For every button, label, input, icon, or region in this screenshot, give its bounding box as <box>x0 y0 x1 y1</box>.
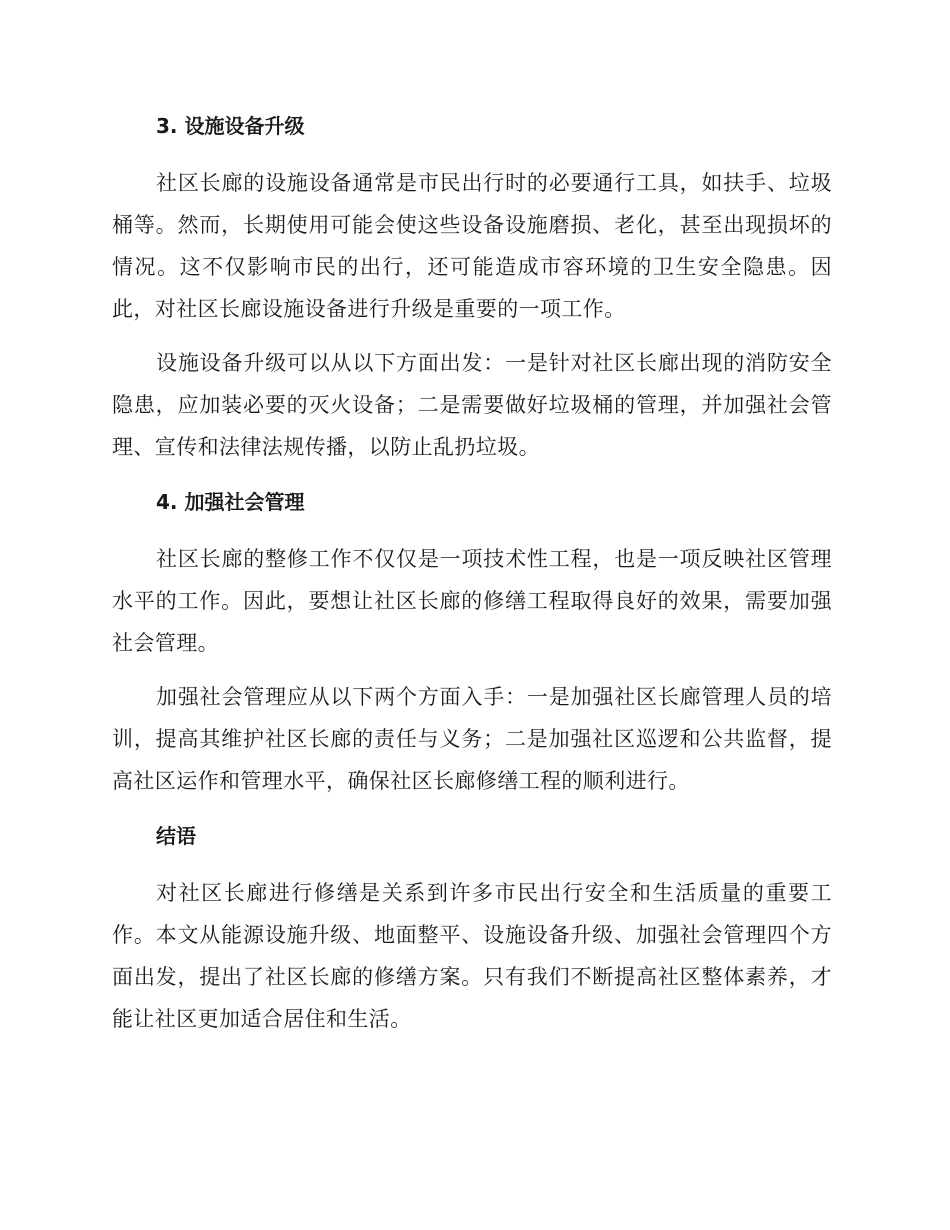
paragraph-facility-intro: 社区长廊的设施设备通常是市民出行时的必要通行工具，如扶手、垃圾桶等。然而，长期使用可能会使这些设备设施磨损、老化，甚至出现损坏的情况。这不仅影响市民的出行，还可能造成市容环境的卫生安全隐患。因此，对社区长廊设施设备进行升级是重要的一项工作。 <box>112 171 832 321</box>
paragraph-facility-measures: 设施设备升级可以从以下方面出发：一是针对社区长廊出现的消防安全隐患，应加装必要的灭火设备；二是需要做好垃圾桶的管理，并加强社会管理、宣传和法律法规传播，以防止乱扔垃圾。 <box>112 351 832 459</box>
paragraph-management-measures: 加强社会管理应从以下两个方面入手：一是加强社区长廊管理人员的培训，提高其维护社区长廊的责任与义务；二是加强社区巡逻和公共监督，提高社区运作和管理水平，确保社区长廊修缮工程的顺利进行。 <box>112 685 832 793</box>
paragraph-conclusion: 对社区长廊进行修缮是关系到许多市民出行安全和生活质量的重要工作。本文从能源设施升级、地面整平、设施设备升级、加强社会管理四个方面出发，提出了社区长廊的修缮方案。只有我们不断提高社区整体素养，才能让社区更加适合居住和生活。 <box>112 881 832 1031</box>
paragraph-management-intro: 社区长廊的整修工作不仅仅是一项技术性工程，也是一项反映社区管理水平的工作。因此，要想让社区长廊的修缮工程取得良好的效果，需要加强社会管理。 <box>112 547 832 655</box>
document-page <box>112 104 832 1040</box>
section-heading-social-management: 4. 加强社会管理 <box>156 490 305 514</box>
section-heading-conclusion: 结语 <box>156 824 196 848</box>
section-heading-facility-upgrade: 3. 设施设备升级 <box>156 114 305 138</box>
